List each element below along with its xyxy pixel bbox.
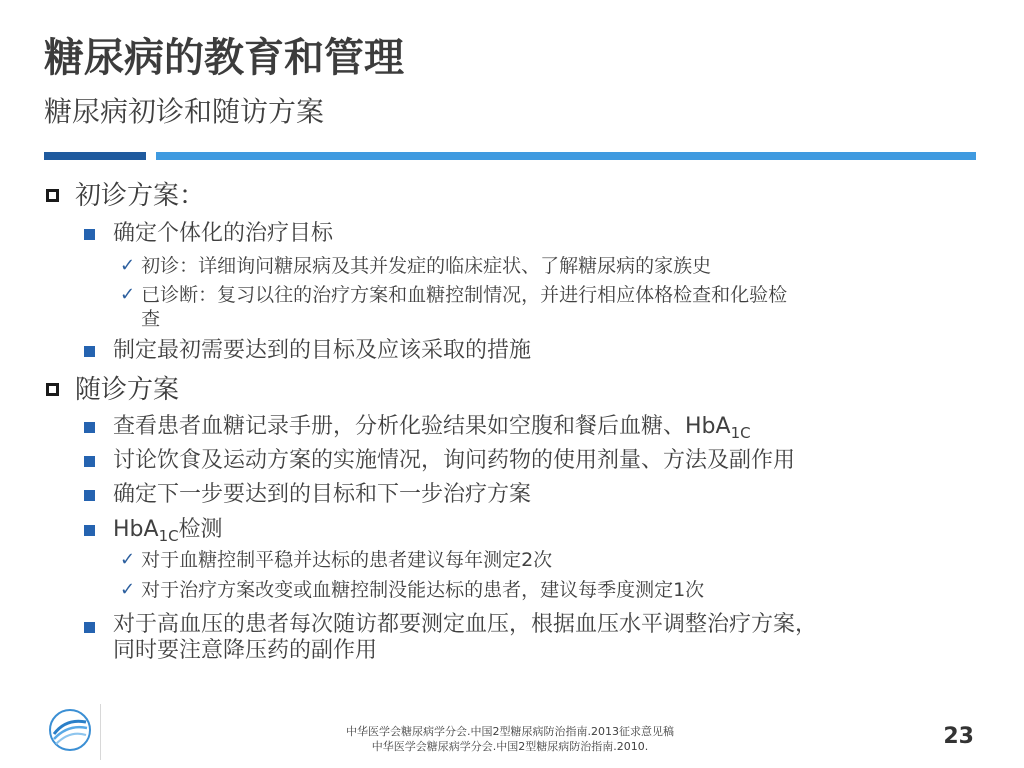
square-bullet-icon	[84, 622, 95, 633]
header-bar-dark	[44, 152, 146, 160]
footer-divider	[100, 704, 101, 760]
reference-line: 中华医学会糖尿病学分会.中国2型糖尿病防治指南.2010.	[371, 740, 649, 753]
square-bullet-icon	[84, 456, 95, 467]
sub-list-item: ✓ 初诊：详细询问糖尿病及其并发症的临床症状、了解糖尿病的家族史	[120, 255, 712, 277]
list-item: 确定个体化的治疗目标	[84, 219, 333, 249]
check-icon: ✓	[120, 255, 136, 276]
list-item: HbA$_{1C}$检测	[84, 515, 223, 545]
references	[300, 724, 720, 754]
square-bullet-icon	[84, 422, 95, 433]
slide-title: 糖尿病的教育和管理	[44, 35, 404, 81]
check-icon: ✓	[120, 284, 136, 305]
list-item: 对于高血压的患者每次随访都要测定血压，根据血压水平调整治疗方案， 同时要注意降压药的副作用	[84, 612, 817, 664]
box-bullet-icon	[46, 189, 59, 202]
header-bar-light	[156, 152, 976, 160]
list-item: 查看患者血糖记录手册，分析化验结果如空腹和餐后血糖、HbA$_{1C}$	[84, 412, 751, 442]
square-bullet-icon	[84, 229, 95, 240]
reference-line: 中华医学会糖尿病学分会.中国2型糖尿病防治指南.2013征求意见稿	[346, 725, 674, 738]
box-bullet-icon	[46, 383, 59, 396]
sub-list-item: ✓ 对于治疗方案改变或血糖控制没能达标的患者，建议每季度测定1次	[120, 579, 705, 601]
list-item: 讨论饮食及运动方案的实施情况，询问药物的使用剂量、方法及副作用	[84, 446, 795, 476]
list-item: 制定最初需要达到的目标及应该采取的措施	[84, 336, 531, 366]
sub-list-item: ✓ 已诊断：复习以往的治疗方案和血糖控制情况，并进行相应体格检查和化验检 查	[120, 284, 788, 330]
check-icon: ✓	[120, 549, 136, 570]
section-heading-followup: 随诊方案	[46, 372, 179, 408]
square-bullet-icon	[84, 525, 95, 536]
square-bullet-icon	[84, 346, 95, 357]
section-heading-initial: 初诊方案：	[46, 178, 205, 214]
square-bullet-icon	[84, 490, 95, 501]
page-number: 23	[943, 724, 974, 749]
cde-logo-icon	[48, 708, 92, 752]
slide-subtitle: 糖尿病初诊和随访方案	[44, 95, 325, 128]
check-icon: ✓	[120, 579, 136, 600]
list-item: 确定下一步要达到的目标和下一步治疗方案	[84, 480, 531, 510]
sub-list-item: ✓ 对于血糖控制平稳并达标的患者建议每年测定2次	[120, 549, 553, 571]
